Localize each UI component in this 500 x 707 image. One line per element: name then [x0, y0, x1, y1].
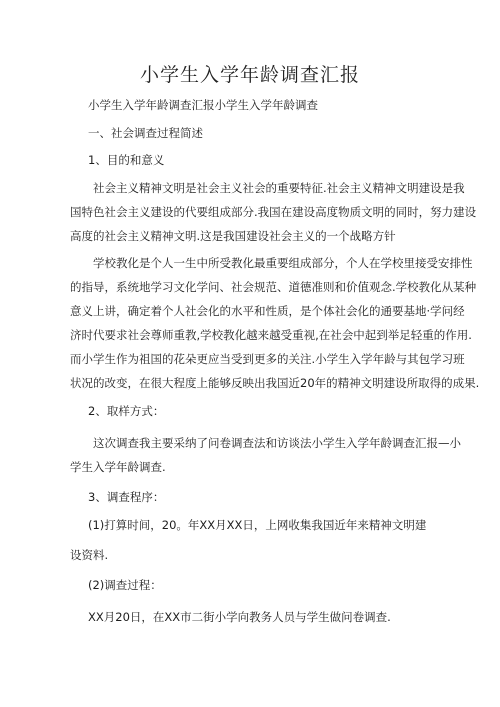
paragraph-line: 学生入学年龄调查.	[70, 460, 166, 474]
subsection-heading: 3、调查程序：	[88, 490, 165, 504]
subsection-heading: 2、取样方式：	[88, 404, 165, 418]
paragraph-line: 的指导，系统地学习文化学问、社会规范、道德准则和价值观念.学校教化从某种	[70, 280, 477, 294]
paragraph-line: 高度的社会主义精神文明.这是我国建设社会主义的一个战略方针	[70, 229, 396, 243]
paragraph-line: 而小学生作为祖国的花朵更应当受到更多的关注.小学生入学年龄与其包学习班	[70, 352, 465, 366]
paragraph-line: 意义上讲，确定着个人社会化的水平和性质，是个体社会化的通要基地·学问经	[70, 304, 465, 318]
subtitle-line: 小学生入学年龄调查汇报小学生入学年龄调查	[88, 98, 318, 112]
paragraph-line: 社会主义精神文明是社会主义社会的重要特征.社会主义精神文明建设是我	[93, 181, 465, 195]
paragraph-line: XX月20日，在XX市二街小学向教务人员与学生做问卷调查.	[88, 610, 391, 624]
paragraph-line: 这次调查我主要采纳了问卷调查法和访谈法小学生入学年龄调查汇报—小	[93, 436, 461, 450]
document-title: 小学生入学年龄调查汇报	[139, 64, 360, 86]
paragraph-line: 国特色社会主义建设的代要组成部分.我国在建设高度物质文明的同时，努力建设	[70, 205, 477, 219]
paragraph-line: 济时代要求社会尊师重教,学校教化越来越受重视,在社会中起到举足轻重的作用.	[70, 328, 472, 342]
paragraph-line: (1)打算时间，20。年XX月XX日，上网收集我国近年来精神文明建	[88, 518, 427, 532]
paragraph-line: 学校教化是个人一生中所受教化最重要组成部分，个人在学校里接受安排性	[93, 256, 473, 270]
subsection-heading: 1、目的和意义	[88, 153, 165, 167]
paragraph-line: 状况的改变，在很大程度上能够反映出我国近20年的精神文明建设所取得的成果.	[70, 376, 480, 390]
section-heading: 一、社会调查过程简述	[88, 126, 203, 140]
paragraph-line: 设资料.	[70, 548, 109, 562]
subsection-heading: (2)调查过程：	[88, 578, 162, 592]
